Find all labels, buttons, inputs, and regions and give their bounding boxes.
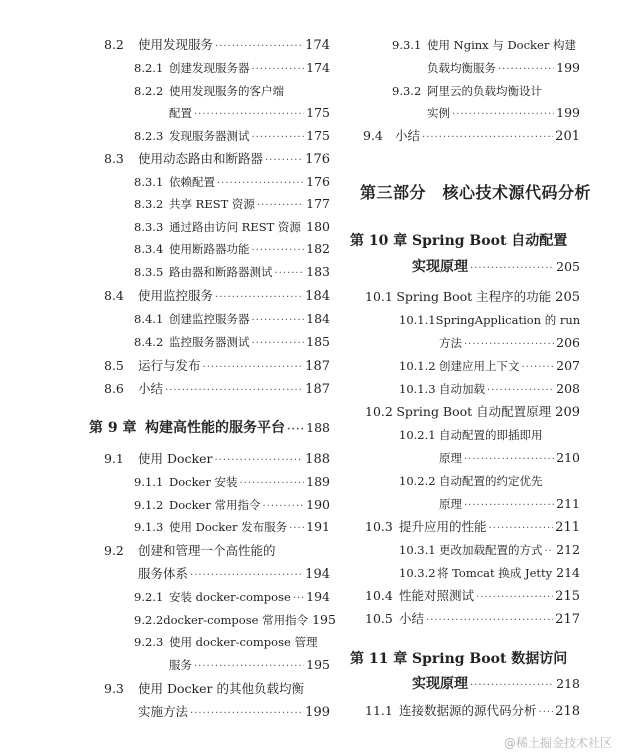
toc-entry-subsection — [134, 611, 336, 631]
section-number: 9.1 — [104, 451, 124, 466]
section-title: 将 Tomcat 换成 Jetty — [436, 566, 553, 580]
toc-entry-subsection — [392, 82, 580, 100]
section-number: 8.4 — [104, 288, 124, 303]
section-title-cont: 服务体系 — [138, 566, 189, 581]
toc-entry-subsection — [134, 127, 330, 147]
page-number: 199 — [556, 105, 580, 120]
section-title: 创建和管理一个高性能的 — [138, 543, 276, 558]
toc-entry-chapter — [89, 419, 330, 439]
chapter-title: Spring Boot 数据访问 — [412, 651, 568, 667]
page-number: 182 — [306, 241, 330, 256]
page-number: 217 — [555, 612, 580, 627]
toc-entry-chapter — [350, 650, 580, 668]
section-title-cont: 方法 — [439, 336, 462, 350]
section-title: 提升应用的性能 — [399, 519, 487, 534]
toc-entry-subsection — [134, 518, 330, 538]
section-number: 10.2 — [365, 404, 393, 419]
toc-entry-chapter — [350, 232, 580, 250]
section-title: 使用 Docker 发布服务 — [169, 520, 288, 534]
section-number: 8.6 — [104, 381, 124, 396]
page-number: 201 — [555, 129, 580, 144]
toc-entry-subsection — [134, 173, 330, 193]
chapter-title-cont: 实现原理 — [412, 259, 468, 275]
section-number: 9.3.1 — [392, 38, 422, 52]
leader-dots — [217, 175, 304, 193]
section-title: 监控服务器测试 — [169, 335, 250, 349]
section-number: 10.1.1 — [399, 313, 436, 327]
chapter-number: 第 9 章 — [89, 420, 137, 436]
section-title: 使用发现服务 — [138, 37, 214, 52]
section-number: 8.2 — [104, 37, 124, 52]
toc-entry-subsection — [399, 564, 580, 584]
section-title: Docker 安装 — [169, 475, 238, 489]
section-title: 小结 — [399, 611, 425, 626]
leader-dots — [452, 106, 554, 124]
leader-dots — [539, 704, 554, 722]
section-number: 8.2.3 — [134, 129, 164, 143]
toc-entry-subsection — [134, 59, 330, 79]
section-number: 8.3.2 — [134, 197, 164, 211]
watermark: @稀土掘金技术社区 — [503, 736, 612, 750]
leader-dots — [190, 705, 303, 723]
toc-entry-continuation — [138, 703, 330, 723]
leader-dots — [522, 359, 555, 377]
toc-entry-subsection — [399, 426, 580, 444]
section-number: 8.2.1 — [134, 61, 164, 75]
section-number: 9.1.3 — [134, 520, 164, 534]
section-title: 使用动态路由和断路器 — [138, 151, 264, 166]
toc-entry-subsection — [134, 240, 330, 260]
section-number: 9.2.3 — [134, 635, 164, 649]
section-title: 性能对照测试 — [399, 588, 475, 603]
section-title: 小结 — [395, 128, 421, 143]
leader-dots — [252, 335, 305, 353]
leader-dots — [215, 38, 303, 56]
section-number: 8.3 — [104, 151, 124, 166]
page-number: 176 — [305, 152, 330, 167]
page-number: 188 — [306, 420, 330, 435]
page-number: 199 — [556, 60, 580, 75]
section-number: 11.1 — [365, 703, 393, 718]
page-number: 205 — [556, 259, 580, 274]
toc-entry-subsection — [399, 357, 580, 377]
page-number: 194 — [306, 589, 330, 604]
toc-entry-continuation — [412, 258, 580, 278]
section-title-cont: 负载均衡服务 — [427, 61, 496, 75]
chapter-title-cont: 实现原理 — [412, 676, 468, 692]
section-title-cont: 配置 — [169, 106, 192, 120]
leader-dots — [165, 382, 303, 400]
section-title: 使用 Docker — [138, 451, 213, 466]
page-number: 205 — [555, 290, 580, 305]
section-title-cont: 原理 — [439, 497, 462, 511]
section-number: 10.1 — [365, 289, 393, 304]
page-number: 187 — [305, 382, 330, 397]
toc-entry-subsection — [134, 310, 330, 330]
section-title: 共享 REST 资源 — [169, 197, 255, 211]
section-number: 9.3 — [104, 681, 124, 696]
section-title-cont: 实例 — [427, 106, 450, 120]
page-number: 214 — [556, 565, 580, 580]
page-number: 199 — [305, 705, 330, 720]
leader-dots — [422, 129, 553, 147]
section-number: 10.3.2 — [399, 566, 436, 580]
section-title: 使用 docker-compose 管理 — [169, 635, 318, 649]
page-number: 211 — [556, 496, 580, 511]
toc-entry-section — [104, 287, 330, 307]
section-number: 8.2.2 — [134, 84, 164, 98]
page-number: 211 — [555, 520, 580, 535]
toc-entry-continuation — [412, 675, 580, 695]
leader-dots — [240, 475, 305, 493]
toc-entry-section — [104, 542, 330, 560]
toc-entry-subsection — [134, 588, 330, 608]
leader-dots — [489, 520, 554, 538]
toc-entry-subsection — [399, 380, 580, 400]
toc-entry-continuation — [439, 449, 580, 469]
toc-entry-section — [104, 36, 330, 56]
toc-entry-section — [365, 702, 580, 722]
page-number: 195 — [312, 612, 336, 627]
section-title-cont: 实施方法 — [138, 704, 189, 719]
section-number: 8.3.4 — [134, 242, 164, 256]
section-title: 使用发现服务的客户端 — [169, 84, 284, 98]
section-number: 9.4 — [363, 128, 383, 143]
toc-entry-section — [365, 587, 580, 607]
leader-dots — [214, 452, 303, 470]
toc-entry-continuation — [427, 104, 580, 124]
page-number: 185 — [306, 334, 330, 349]
page-number: 174 — [306, 60, 330, 75]
leader-dots — [265, 152, 303, 170]
leader-dots — [426, 612, 553, 630]
section-title: SpringApplication 的 run — [435, 313, 581, 327]
section-title: 创建发现服务器 — [169, 61, 250, 75]
page-number: 209 — [555, 405, 580, 420]
section-number: 10.1.3 — [399, 382, 436, 396]
section-title: 使用 Nginx 与 Docker 构建 — [427, 38, 576, 52]
section-number: 10.3 — [365, 519, 393, 534]
page-number: 215 — [555, 589, 580, 604]
page-number: 194 — [305, 567, 330, 582]
toc-entry-subsection — [392, 36, 580, 54]
toc-entry-subsection — [134, 496, 330, 516]
toc-entry-section — [104, 380, 330, 400]
toc-entry-continuation — [169, 104, 330, 124]
leader-dots — [215, 289, 303, 307]
section-title: 路由器和断路器测试 — [169, 265, 273, 279]
section-title-cont: 服务 — [169, 658, 192, 672]
part-heading: 第三部分 核心技术源代码分析 — [360, 183, 592, 202]
section-title: 阿里云的负载均衡设计 — [427, 84, 542, 98]
page-number: 188 — [305, 452, 330, 467]
leader-dots — [470, 677, 554, 695]
section-number: 9.1.1 — [134, 475, 164, 489]
section-title: 通过路由访问 REST 资源 — [169, 220, 301, 234]
toc-entry-subsection — [399, 472, 580, 490]
page-number: 174 — [305, 38, 330, 53]
leader-dots — [252, 129, 305, 147]
section-number: 8.4.1 — [134, 312, 164, 326]
page-number: 176 — [306, 174, 330, 189]
leader-dots — [545, 543, 555, 561]
toc-entry-continuation — [138, 565, 330, 585]
section-title: 更改加载配置的方式 — [439, 543, 543, 557]
section-title: 运行与发布 — [138, 358, 201, 373]
toc-entry-continuation — [169, 656, 330, 676]
chapter-title: Spring Boot 自动配置 — [412, 233, 568, 249]
page-number: 208 — [556, 381, 580, 396]
page-number: 180 — [306, 219, 330, 234]
section-number: 9.2 — [104, 543, 124, 558]
section-title-cont: 原理 — [439, 451, 462, 465]
section-number: 10.5 — [365, 611, 393, 626]
toc-entry-subsection — [134, 82, 330, 100]
section-title: 自动配置的约定优先 — [439, 474, 543, 488]
section-number: 8.3.1 — [134, 175, 164, 189]
leader-dots — [203, 359, 304, 377]
page-number: 183 — [306, 264, 330, 279]
section-number: 9.3.2 — [392, 84, 422, 98]
section-number: 8.3.5 — [134, 265, 164, 279]
toc-entry-section — [104, 150, 330, 170]
section-title: 使用断路器功能 — [169, 242, 250, 256]
toc-entry-subsection — [134, 633, 330, 651]
section-title: 发现服务器测试 — [169, 129, 250, 143]
section-number: 10.2.1 — [399, 428, 436, 442]
chapter-number: 第 11 章 — [350, 651, 408, 667]
page-number: 191 — [306, 519, 330, 534]
leader-dots — [287, 421, 304, 439]
leader-dots — [263, 498, 305, 516]
page-number: 184 — [305, 289, 330, 304]
section-title: 依赖配置 — [169, 175, 215, 189]
section-number: 9.2.2 — [134, 613, 164, 627]
leader-dots — [470, 260, 554, 278]
page-number: 175 — [306, 128, 330, 143]
section-title: 连接数据源的源代码分析 — [399, 703, 537, 718]
toc-entry-section — [104, 357, 330, 377]
chapter-title: 构建高性能的服务平台 — [145, 420, 285, 436]
section-number: 10.1.2 — [399, 359, 436, 373]
section-title: Docker 常用指令 — [169, 498, 261, 512]
leader-dots — [464, 336, 554, 354]
toc-entry-section — [363, 127, 580, 147]
leader-dots — [498, 61, 554, 79]
toc-entry-section — [104, 450, 330, 470]
toc-entry-subsection — [399, 311, 580, 329]
page-number: 175 — [306, 105, 330, 120]
section-title: Spring Boot 自动配置原理 — [396, 404, 552, 419]
leader-dots — [476, 589, 553, 607]
section-number: 10.4 — [365, 588, 393, 603]
page-number: 212 — [556, 542, 580, 557]
page-number: 187 — [305, 359, 330, 374]
page-number: 207 — [556, 358, 580, 373]
section-number: 8.5 — [104, 358, 124, 373]
page-number: 184 — [306, 311, 330, 326]
page-number: 218 — [555, 704, 580, 719]
leader-dots — [252, 312, 305, 330]
toc-entry-section — [365, 610, 580, 630]
toc-entry-subsection — [399, 541, 580, 561]
leader-dots — [257, 197, 304, 215]
leader-dots — [275, 265, 305, 283]
section-title: docker-compose 常用指令 — [163, 613, 309, 627]
section-number: 10.3.1 — [399, 543, 436, 557]
page-number: 218 — [556, 676, 580, 691]
section-title: Spring Boot 主程序的功能 — [396, 289, 552, 304]
section-number: 10.2.2 — [399, 474, 436, 488]
toc-entry-continuation — [439, 495, 580, 515]
page-number: 177 — [306, 196, 330, 211]
toc-entry-subsection — [134, 263, 330, 283]
leader-dots — [464, 451, 554, 469]
section-number: 8.4.2 — [134, 335, 164, 349]
section-title: 创建监控服务器 — [169, 312, 250, 326]
toc-entry-continuation — [427, 59, 580, 79]
section-title: 小结 — [138, 381, 164, 396]
leader-dots — [303, 220, 304, 238]
chapter-number: 第 10 章 — [350, 233, 408, 249]
section-title: 自动加载 — [439, 382, 485, 396]
section-title: 使用监控服务 — [138, 288, 214, 303]
toc-entry-section — [365, 403, 580, 423]
toc-entry-subsection — [134, 473, 330, 493]
toc-entry-subsection — [134, 195, 330, 215]
leader-dots — [487, 382, 554, 400]
leader-dots — [252, 242, 305, 260]
leader-dots — [293, 590, 304, 608]
page-number: 190 — [306, 497, 330, 512]
leader-dots — [190, 567, 303, 585]
leader-dots — [194, 106, 304, 124]
leader-dots — [464, 497, 554, 515]
page-number: 195 — [306, 657, 330, 672]
leader-dots — [252, 61, 305, 79]
leader-dots — [289, 520, 304, 538]
leader-dots — [194, 658, 304, 676]
toc-entry-section — [104, 680, 330, 698]
section-number: 8.3.3 — [134, 220, 164, 234]
toc-entry-section — [365, 518, 580, 538]
toc-entry-continuation — [439, 334, 580, 354]
section-number: 9.1.2 — [134, 498, 164, 512]
toc-entry-section — [365, 288, 580, 308]
section-title: 安装 docker-compose — [169, 590, 291, 604]
toc-entry-subsection — [134, 218, 330, 238]
section-title: 创建应用上下文 — [439, 359, 520, 373]
section-title: 自动配置的即插即用 — [439, 428, 543, 442]
page-number: 206 — [556, 335, 580, 350]
page-number: 189 — [306, 474, 330, 489]
toc-entry-subsection — [134, 333, 330, 353]
section-number: 9.2.1 — [134, 590, 164, 604]
section-title: 使用 Docker 的其他负载均衡 — [138, 681, 304, 696]
page-number: 210 — [556, 450, 580, 465]
